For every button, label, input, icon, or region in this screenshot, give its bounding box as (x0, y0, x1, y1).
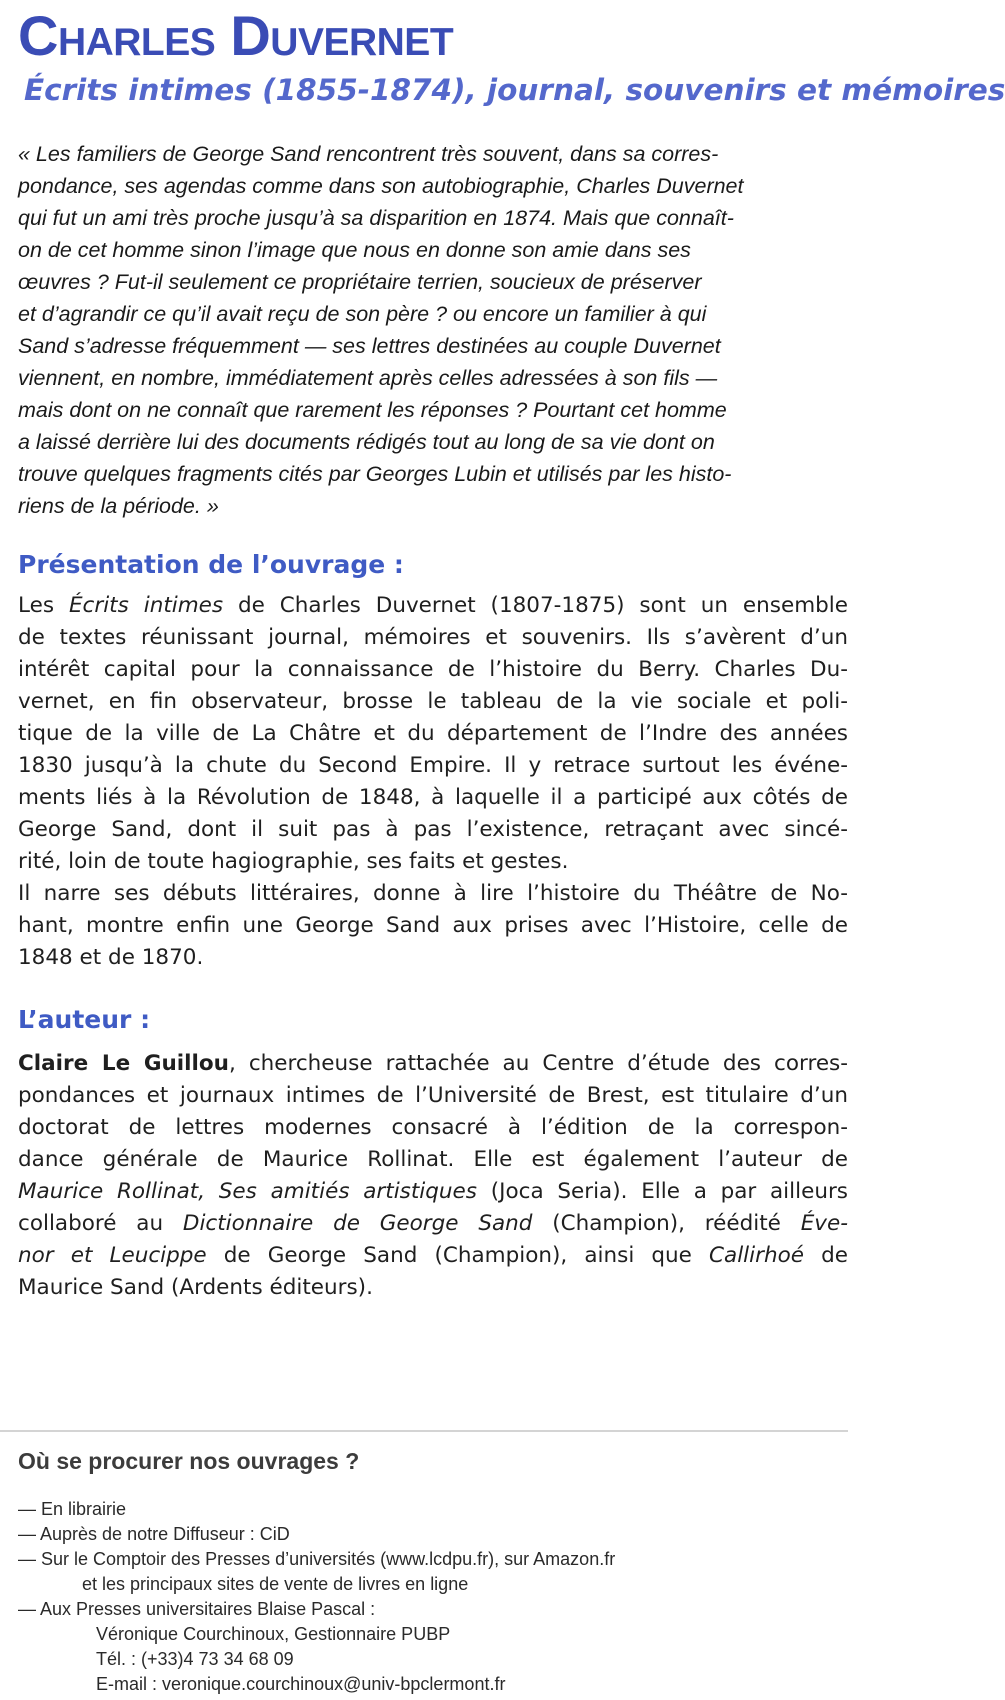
author-body (18, 1048, 848, 1304)
text-run: de George Sand (Champion), ainsi que (206, 1243, 710, 1268)
quote-line: trouve quelques fragments cités par Georges Lubin et utilisés par les histo- (18, 462, 732, 486)
text-run: (Joca Seria). Elle a par ailleurs (477, 1179, 849, 1204)
list-item: — En librairie (18, 1499, 127, 1519)
text-run: Les (18, 593, 69, 618)
text-run: de Charles Duvernet (1807-1875) sont un ensemble (223, 593, 848, 618)
author-line: doctorat de lettres modernes consacré à l’édition de la correspon- (18, 1115, 848, 1140)
presentation-line: 1830 jusqu’à la chute du Second Empire. Il y retrace surtout les événe- (18, 753, 848, 778)
contact-email: E-mail : veronique.courchinoux@univ-bpclermont.fr (96, 1674, 506, 1694)
text-run: de (803, 1243, 848, 1268)
author-heading: L’auteur : (18, 1005, 151, 1034)
presentation-body (18, 590, 848, 974)
italic-title-run: Callirhoé (709, 1243, 804, 1268)
author-line (18, 1240, 848, 1272)
quote-line: on de cet homme sinon l’image que nous en donne son amie dans ses (18, 238, 691, 262)
quote-line: Sand s’adresse fréquemment — ses lettres destinées au couple Duvernet (18, 334, 721, 358)
presentation-line: rité, loin de toute hagiographie, ses faits et gestes. (18, 849, 569, 874)
quote-line: qui fut un ami très proche jusqu’à sa disparition en 1874. Mais que connaît- (18, 206, 734, 230)
quote-line: « Les familiers de George Sand rencontrent très souvent, dans sa corres- (18, 142, 719, 166)
presentation-heading: Présentation de l’ouvrage : (18, 550, 404, 579)
author-line (18, 1208, 848, 1240)
presentation-line: tique de la ville de La Châtre et du département de l’Indre des années (18, 721, 848, 746)
quote-line: a laissé derrière lui des documents rédigés tout au long de sa vie dont on (18, 430, 715, 454)
list-item: — Auprès de notre Diffuseur : CiD (18, 1524, 290, 1544)
presentation-line: Il narre ses débuts littéraires, donne à lire l’histoire du Théâtre de No- (18, 881, 848, 906)
text-run: , chercheuse rattachée au Centre d’étude des corres- (228, 1051, 849, 1076)
quote-line: pondance, ses agendas comme dans son autobiographie, Charles Duvernet (18, 174, 744, 198)
presentation-line: ments liés à la Révolution de 1848, à laquelle il a participé aux côtés de (18, 785, 848, 810)
presentation-line: vernet, en fin observateur, brosse le tableau de la vie sociale et poli- (18, 689, 848, 714)
quote-line: mais dont on ne connaît que rarement les réponses ? Pourtant cet homme (18, 398, 727, 422)
presentation-line (18, 590, 848, 622)
quote-line: riens de la période. » (18, 494, 219, 518)
book-title: Écrits intimes (1855-1874), journal, souvenirs et mémoires (24, 73, 1005, 107)
quote-line: viennent, en nombre, immédiatement après celles adressées à son fils — (18, 366, 718, 390)
presentation-line: 1848 et de 1870. (18, 945, 204, 970)
quote-line: et d’agrandir ce qu’il avait reçu de son père ? ou encore un familier à qui (18, 302, 707, 326)
list-item: Tél. : (+33)4 73 34 68 09 (96, 1649, 294, 1669)
presentation-line: de textes réunissant journal, mémoires et souvenirs. Ils s’avèrent d’un (18, 625, 848, 650)
text-run: collaboré au (18, 1211, 183, 1236)
italic-title-run: Dictionnaire de George Sand (182, 1211, 533, 1236)
list-item: Véronique Courchinoux, Gestionnaire PUBP (96, 1624, 451, 1644)
presentation-line: intérêt capital pour la connaissance de l’histoire du Berry. Charles Du- (18, 657, 848, 682)
list-item: — Sur le Comptoir des Presses d’universités (www.lcdpu.fr), sur Amazon.fr (18, 1549, 616, 1569)
italic-title-run: Écrits intimes (68, 593, 224, 618)
list-item: et les principaux sites de vente de livres en ligne (82, 1574, 469, 1594)
italic-title-run: nor et Leucippe (18, 1243, 207, 1268)
quote-line: œuvres ? Fut-il seulement ce propriétaire terrien, soucieux de préserver (18, 270, 702, 294)
italic-title-run: Éve- (800, 1211, 848, 1236)
text-run: (Champion), réédité (532, 1211, 801, 1236)
author-line (18, 1048, 848, 1080)
where-to-buy-list (18, 1497, 838, 1697)
presentation-line: hant, montre enfin une George Sand aux prises avec l’Histoire, celle de (18, 913, 848, 938)
italic-title-run: Maurice Rollinat, Ses amitiés artistiques (18, 1179, 477, 1204)
where-to-buy-heading: Où se procurer nos ouvrages ? (18, 1448, 360, 1474)
author-name: Claire Le Guillou (18, 1051, 229, 1076)
list-item: — Aux Presses universitaires Blaise Pascal : (18, 1599, 376, 1619)
book-author-name: Charles Duvernet (18, 4, 454, 67)
section-divider (0, 1430, 848, 1432)
author-line (18, 1176, 848, 1208)
author-line: dance générale de Maurice Rollinat. Elle est également l’auteur de (18, 1147, 848, 1172)
author-line: Maurice Sand (Ardents éditeurs). (18, 1275, 373, 1300)
presentation-line: George Sand, dont il suit pas à pas l’existence, retraçant avec sincé- (18, 817, 848, 842)
pull-quote (18, 138, 848, 522)
author-line: pondances et journaux intimes de l’Université de Brest, est titulaire d’un (18, 1083, 848, 1108)
